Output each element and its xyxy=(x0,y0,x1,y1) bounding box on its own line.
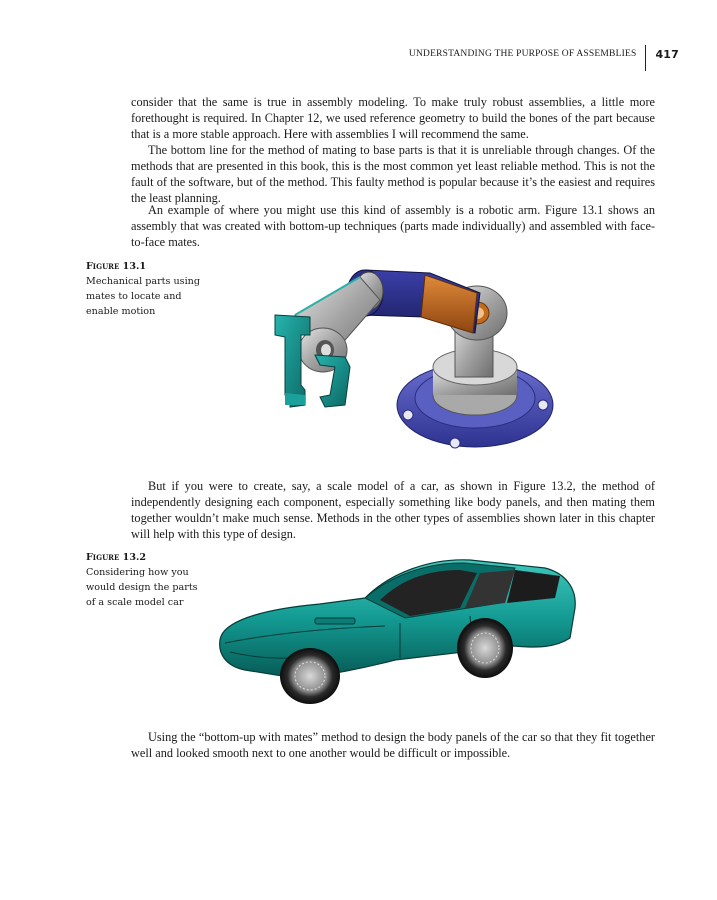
paragraph-5: Using the “bottom-up with mates” method to design the body panels of the car so that they fit together well and looked smooth next to one another would be difficult or impossible. xyxy=(131,730,655,760)
figure-13-2-text: Considering how you would design the parts of a scale model car xyxy=(86,567,198,608)
front-wheel xyxy=(280,648,340,704)
paragraph-3: An example of where you might use this kind of assembly is a robotic arm. Figure 13.1 shows an assembly that was created with bottom-up techniques (parts made individually) and assembled with face-to-face mates. xyxy=(131,203,655,249)
header-divider xyxy=(645,45,646,71)
page-number: 417 xyxy=(655,47,679,61)
figure-13-2-label: Figure 13.2 xyxy=(86,552,147,563)
running-head xyxy=(409,41,679,67)
paragraph-4: But if you were to create, say, a scale model of a car, as shown in Figure 13.2, the method of independently designing each component, especially something like body panels, and then mating them together wouldn’t make much sense. Methods in the other types of assemblies shown later in this chapter will help with this type of design. xyxy=(131,479,655,541)
scale-model-car-figure xyxy=(215,548,585,706)
robotic-arm-figure xyxy=(265,255,560,460)
paragraph-2: The bottom line for the method of mating to base parts is that it is unreliable through changes. Of the methods that are presented in this book, this is the most common yet least reliable method. This is not the fault of the software, but of the method. This faulty method is popular because it’s the easiest and requires the least planning. xyxy=(131,143,655,205)
car-body xyxy=(220,560,576,678)
rear-wheel xyxy=(457,618,513,678)
figure-13-1-caption xyxy=(86,259,204,319)
chapter-title: UNDERSTANDING THE PURPOSE OF ASSEMBLIES xyxy=(408,49,637,59)
figure-13-2-caption xyxy=(86,550,204,610)
figure-13-1-label: Figure 13.1 xyxy=(86,261,147,272)
paragraph-1: consider that the same is true in assembly modeling. To make truly robust assemblies, a little more forethought is required. In Chapter 12, we used reference geometry to build the bones of the part because that is a more stable approach. Here with assemblies I will recommend the same. xyxy=(131,95,655,141)
figure-13-1-text: Mechanical parts using mates to locate and enable motion xyxy=(86,276,200,317)
